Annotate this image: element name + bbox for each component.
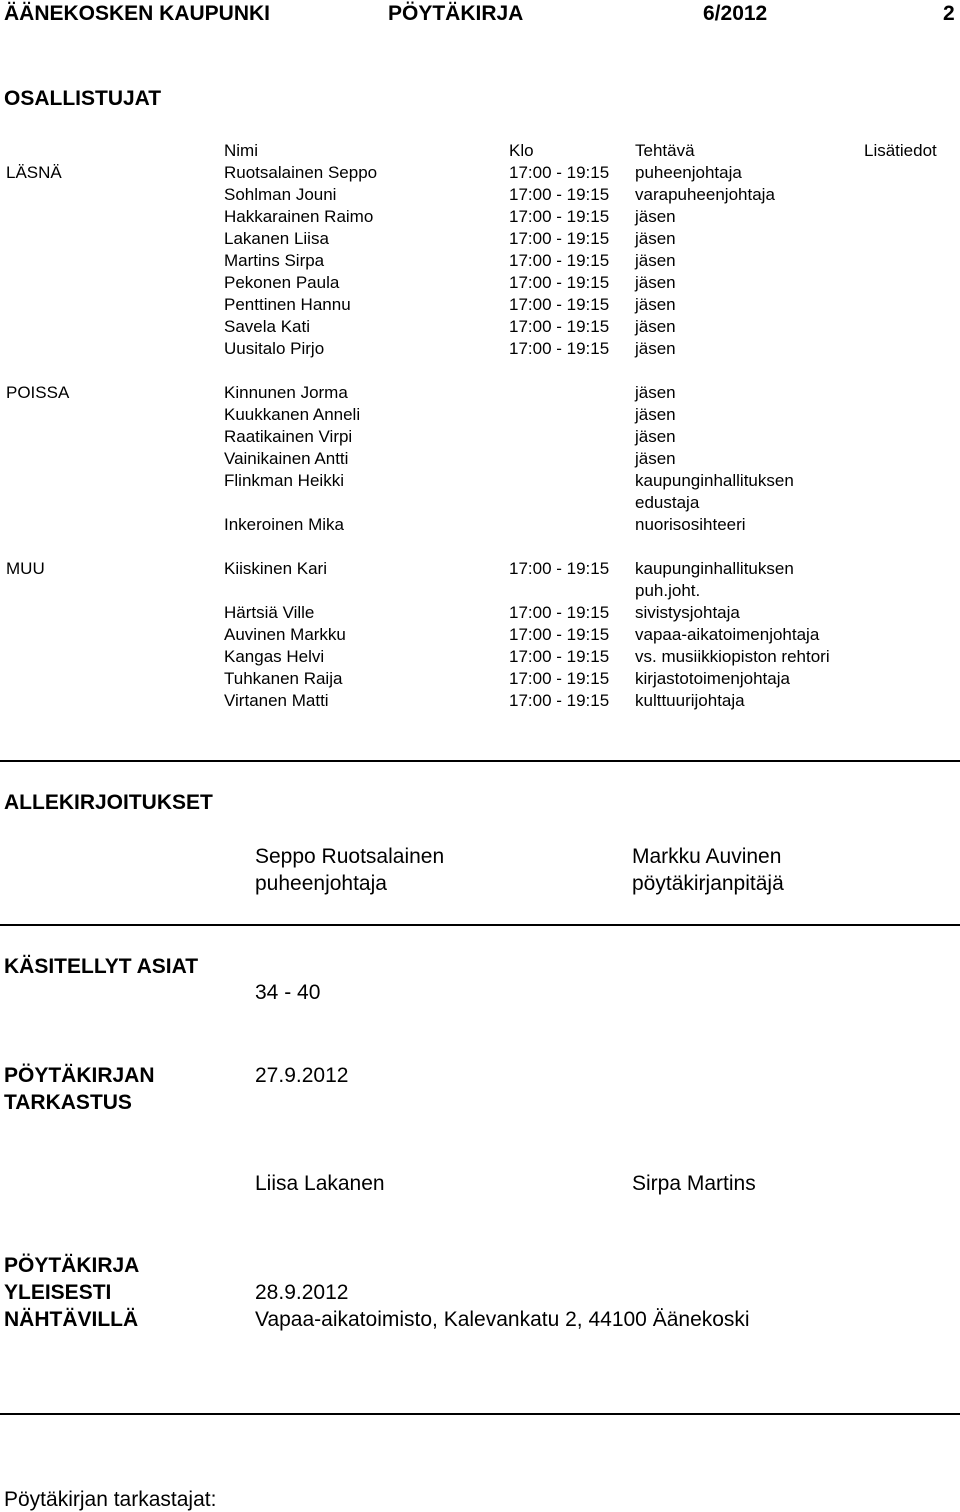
display-title-line2: YLEISESTI [4, 1281, 112, 1304]
column-header-time: Klo [509, 141, 534, 160]
participant-time: 17:00 - 19:15 [509, 229, 610, 248]
participant-name: Kangas Helvi [224, 647, 325, 666]
column-header-name: Nimi [224, 141, 258, 160]
participant-name: Härtsiä Ville [224, 603, 315, 622]
participant-role: jäsen [635, 339, 676, 358]
participant-role: kirjastotoimenjohtaja [635, 669, 790, 688]
participant-time: 17:00 - 19:15 [509, 295, 610, 314]
participant-role: kaupunginhallituksen [635, 471, 794, 490]
participant-time: 17:00 - 19:15 [509, 625, 610, 644]
display-place: Vapaa-aikatoimisto, Kalevankatu 2, 44100 Äänekoski [255, 1308, 750, 1331]
participant-role: puheenjohtaja [635, 163, 742, 182]
divider [0, 1413, 960, 1415]
participant-name: Uusitalo Pirjo [224, 339, 325, 358]
participant-time: 17:00 - 19:15 [509, 691, 610, 710]
document-type: PÖYTÄKIRJA [388, 2, 524, 25]
participant-time: 17:00 - 19:15 [509, 185, 610, 204]
participant-role: jäsen [635, 427, 676, 446]
items-handled-title: KÄSITELLYT ASIAT [4, 955, 199, 978]
display-title-line3: NÄHTÄVILLÄ [4, 1308, 139, 1331]
participant-role: nuorisosihteeri [635, 515, 746, 534]
participant-time: 17:00 - 19:15 [509, 251, 610, 270]
participant-time: 17:00 - 19:15 [509, 339, 610, 358]
participant-name: Inkeroinen Mika [224, 515, 345, 534]
review-title-line1: PÖYTÄKIRJAN [4, 1064, 155, 1087]
signatures-title: ALLEKIRJOITUKSET [4, 791, 213, 814]
participant-name: Pekonen Paula [224, 273, 340, 292]
participant-role-continued: puh.joht. [635, 581, 701, 600]
participant-name: Virtanen Matti [224, 691, 329, 710]
review-date: 27.9.2012 [255, 1064, 349, 1087]
divider [0, 760, 960, 762]
items-handled-value: 34 - 40 [255, 981, 321, 1004]
participant-role: kaupunginhallituksen [635, 559, 794, 578]
participant-name: Penttinen Hannu [224, 295, 351, 314]
display-title-line1: PÖYTÄKIRJA [4, 1254, 140, 1277]
signer-secretary-role: pöytäkirjanpitäjä [632, 872, 784, 895]
participant-time: 17:00 - 19:15 [509, 559, 610, 578]
participant-group-label: MUU [6, 559, 45, 578]
reviewers-signature-label: Pöytäkirjan tarkastajat: [4, 1488, 217, 1511]
participant-group-label: LÄSNÄ [6, 163, 62, 182]
column-header-extra: Lisätiedot [864, 141, 937, 160]
participant-role: jäsen [635, 273, 676, 292]
participant-name: Vainikainen Antti [224, 449, 349, 468]
participant-name: Martins Sirpa [224, 251, 325, 270]
participant-role: jäsen [635, 449, 676, 468]
participant-name: Hakkarainen Raimo [224, 207, 374, 226]
participant-role: jäsen [635, 383, 676, 402]
participant-name: Flinkman Heikki [224, 471, 344, 490]
participant-role: jäsen [635, 207, 676, 226]
display-date: 28.9.2012 [255, 1281, 349, 1304]
participant-role: jäsen [635, 317, 676, 336]
participant-time: 17:00 - 19:15 [509, 317, 610, 336]
participant-name: Auvinen Markku [224, 625, 346, 644]
participant-time: 17:00 - 19:15 [509, 163, 610, 182]
participant-role: vs. musiikkiopiston rehtori [635, 647, 830, 666]
participant-role: kulttuurijohtaja [635, 691, 745, 710]
reviewer-2: Sirpa Martins [632, 1172, 756, 1195]
signer-chair-name: Seppo Ruotsalainen [255, 845, 445, 868]
participant-role: jäsen [635, 405, 676, 424]
column-header-role: Tehtävä [635, 141, 695, 160]
page-number: 2 [943, 2, 955, 25]
participant-name: Ruotsalainen Seppo [224, 163, 378, 182]
participant-name: Kiiskinen Kari [224, 559, 327, 578]
signer-secretary-name: Markku Auvinen [632, 845, 782, 868]
participants-title: OSALLISTUJAT [4, 87, 162, 110]
participant-name: Sohlman Jouni [224, 185, 337, 204]
participant-name: Lakanen Liisa [224, 229, 329, 248]
participant-role: vapaa-aikatoimenjohtaja [635, 625, 820, 644]
participant-time: 17:00 - 19:15 [509, 603, 610, 622]
participant-role: jäsen [635, 295, 676, 314]
participant-time: 17:00 - 19:15 [509, 669, 610, 688]
divider [0, 924, 960, 926]
participant-time: 17:00 - 19:15 [509, 273, 610, 292]
participant-role: sivistysjohtaja [635, 603, 740, 622]
participant-name: Kinnunen Jorma [224, 383, 348, 402]
document-number: 6/2012 [703, 2, 768, 25]
signer-chair-role: puheenjohtaja [255, 872, 387, 895]
participant-group-label: POISSA [6, 383, 70, 402]
participant-role: varapuheenjohtaja [635, 185, 775, 204]
participant-time: 17:00 - 19:15 [509, 647, 610, 666]
participant-role-continued: edustaja [635, 493, 700, 512]
participant-name: Tuhkanen Raija [224, 669, 343, 688]
participant-time: 17:00 - 19:15 [509, 207, 610, 226]
participant-role: jäsen [635, 229, 676, 248]
participant-name: Raatikainen Virpi [224, 427, 353, 446]
reviewer-1: Liisa Lakanen [255, 1172, 385, 1195]
participant-name: Kuukkanen Anneli [224, 405, 361, 424]
participant-name: Savela Kati [224, 317, 310, 336]
participant-role: jäsen [635, 251, 676, 270]
review-title-line2: TARKASTUS [4, 1091, 132, 1114]
municipality-name: ÄÄNEKOSKEN KAUPUNKI [4, 2, 271, 25]
